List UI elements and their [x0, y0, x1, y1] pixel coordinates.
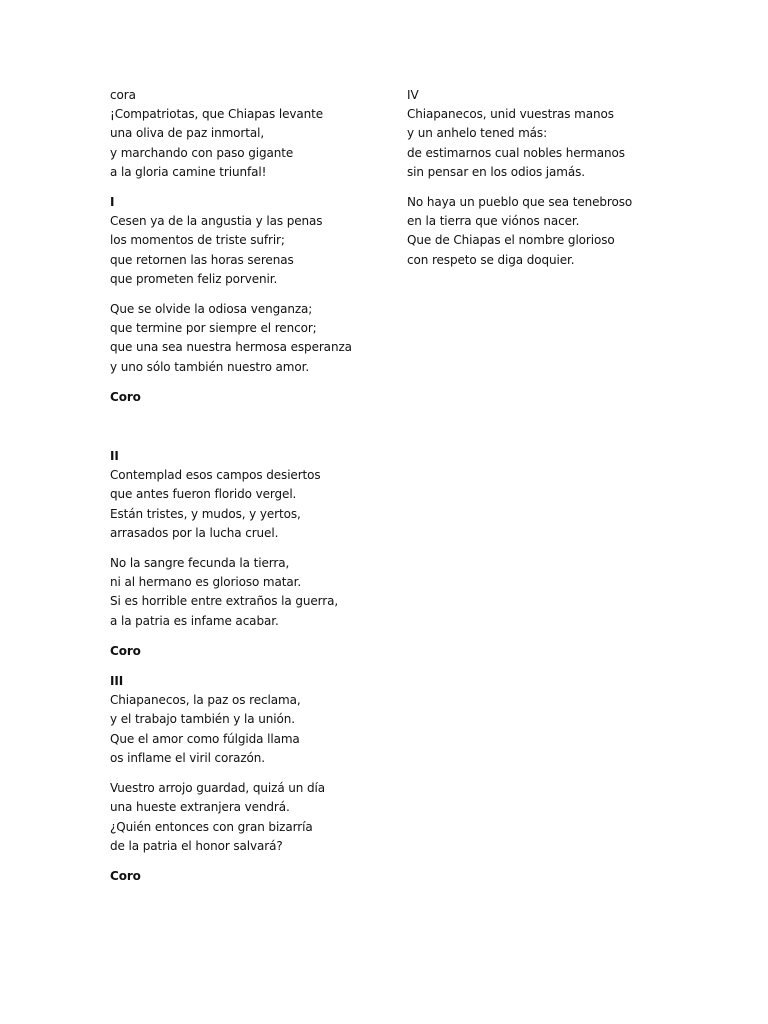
right-column — [407, 86, 727, 270]
verse-line: que termine por siempre el rencor; — [110, 321, 317, 336]
verse-line: Chiapanecos, la paz os reclama, — [110, 693, 301, 708]
section-numeral: II — [110, 449, 119, 464]
verse-line: con respeto se diga doquier. — [407, 252, 575, 267]
section-2-stanza-b — [110, 554, 380, 631]
section-numeral: IV — [407, 88, 419, 102]
coro-label: Coro — [110, 389, 141, 404]
verse-line: Que de Chiapas el nombre glorioso — [407, 233, 615, 248]
chorus-stanza — [110, 86, 380, 182]
verse-line: ni al hermano es glorioso matar. — [110, 575, 302, 590]
verse-line: Que el amor como fúlgida llama — [110, 731, 300, 746]
verse-line: Están tristes, y mudos, y yertos, — [110, 506, 301, 521]
verse-line: que prometen feliz porvenir. — [110, 271, 278, 286]
verse-line: No la sangre fecunda la tierra, — [110, 556, 290, 571]
verse-line: en la tierra que viónos nacer. — [407, 214, 580, 229]
verse-line: Que se olvide la odiosa venganza; — [110, 302, 313, 317]
verse-line: de estimarnos cual nobles hermanos — [407, 145, 625, 160]
verse-line: los momentos de triste sufrir; — [110, 233, 285, 248]
verse-line: y el trabajo también y la unión. — [110, 712, 295, 727]
section-2-stanza-a — [110, 447, 380, 543]
verse-line: y un anhelo tened más: — [407, 126, 548, 141]
section-1-stanza-b — [110, 300, 380, 377]
verse-line: Si es horrible entre extraños la guerra, — [110, 594, 339, 609]
verse-line: que antes fueron florido vergel. — [110, 487, 297, 502]
verse-line: sin pensar en los odios jamás. — [407, 164, 586, 179]
verse-line: y marchando con paso gigante — [110, 145, 294, 160]
coro-label: Coro — [110, 643, 141, 658]
verse-line: una oliva de paz inmortal, — [110, 126, 265, 141]
verse-line: Cesen ya de la angustia y las penas — [110, 214, 323, 229]
section-4-stanza-b — [407, 193, 727, 270]
verse-line: ¡Compatriotas, que Chiapas levante — [110, 107, 324, 122]
verse-line: Vuestro arrojo guardad, quizá un día — [110, 781, 326, 796]
chorus-label: cora — [110, 88, 136, 102]
coro-label: Coro — [110, 868, 141, 883]
section-4-stanza-a — [407, 86, 727, 182]
section-1-stanza-a — [110, 193, 380, 289]
verse-line: Chiapanecos, unid vuestras manos — [407, 107, 614, 122]
verse-line: de la patria el honor salvará? — [110, 838, 283, 853]
section-numeral: I — [110, 195, 115, 210]
verse-line: a la gloria camine triunfal! — [110, 164, 267, 179]
verse-line: ¿Quién entonces con gran bizarría — [110, 819, 313, 834]
left-column — [110, 86, 380, 886]
verse-line: arrasados por la lucha cruel. — [110, 525, 279, 540]
verse-line: a la patria es infame acabar. — [110, 613, 279, 628]
verse-line: una hueste extranjera vendrá. — [110, 800, 290, 815]
verse-line: y uno sólo también nuestro amor. — [110, 359, 310, 374]
verse-line: que retornen las horas serenas — [110, 252, 294, 267]
section-3-stanza-a — [110, 672, 380, 768]
verse-line: No haya un pueblo que sea tenebroso — [407, 195, 633, 210]
verse-line: os inflame el viril corazón. — [110, 750, 266, 765]
section-numeral: III — [110, 674, 124, 689]
verse-line: Contemplad esos campos desiertos — [110, 468, 321, 483]
section-3-stanza-b — [110, 779, 380, 856]
verse-line: que una sea nuestra hermosa esperanza — [110, 340, 352, 355]
